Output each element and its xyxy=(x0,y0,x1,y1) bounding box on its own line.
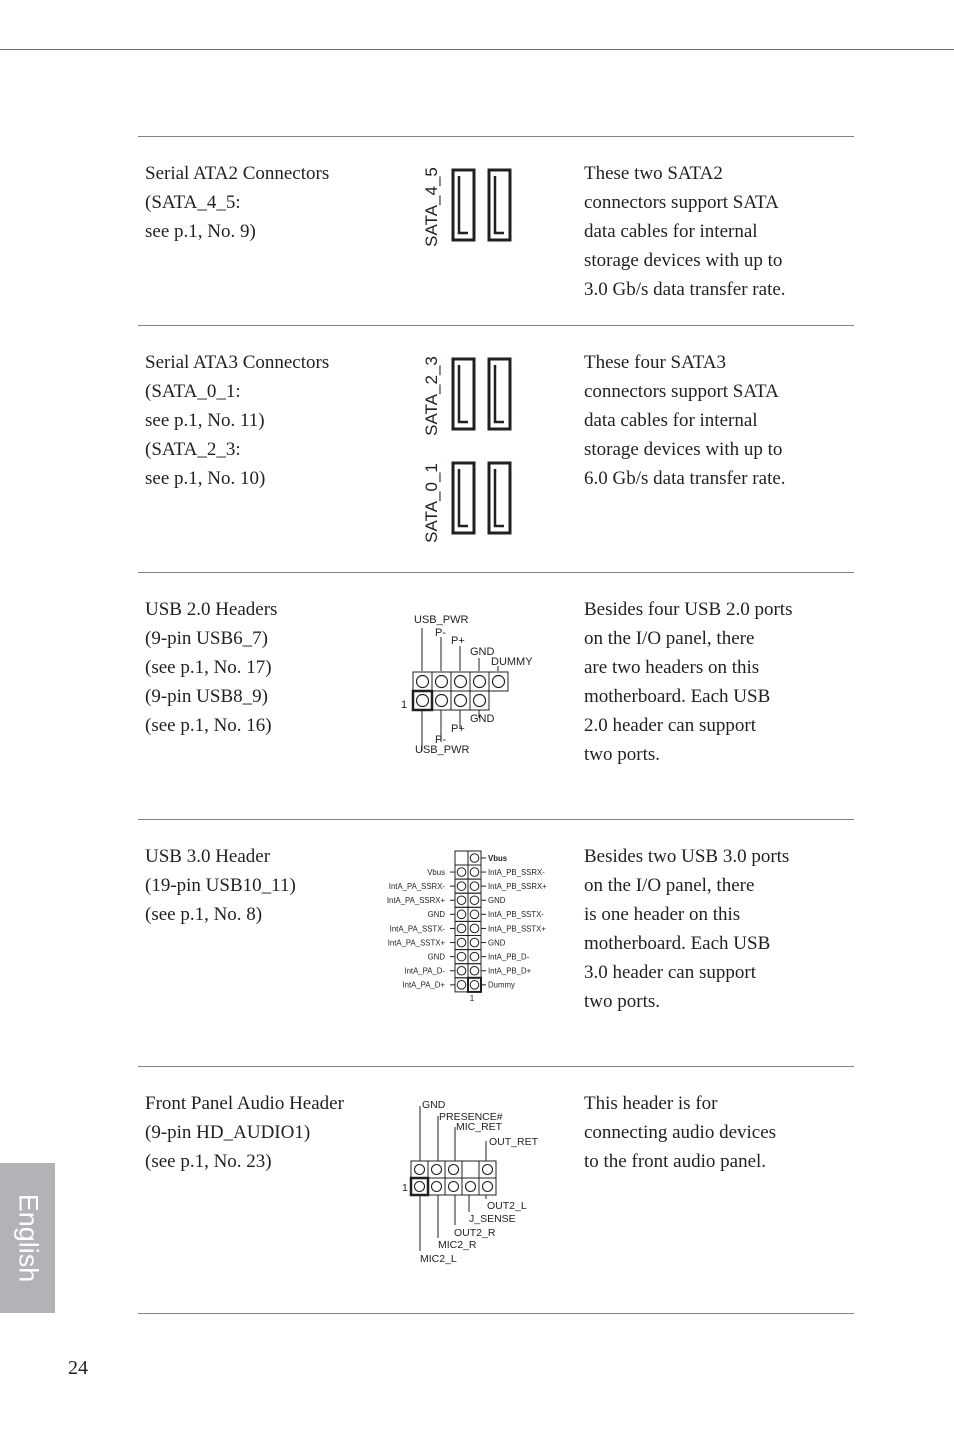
section-audio xyxy=(138,1067,854,1313)
pin xyxy=(457,966,466,975)
text-line: USB 3.0 Header xyxy=(145,846,271,867)
text-line: (SATA_0_1: xyxy=(145,381,241,402)
pin xyxy=(470,882,479,891)
text-line: These four SATA3 xyxy=(584,352,727,373)
pin-label-out-ret: OUT_RET xyxy=(489,1136,539,1148)
text-line: connectors support SATA xyxy=(584,381,779,402)
sata-connector xyxy=(489,170,510,240)
pin-label: GND xyxy=(488,938,506,948)
connector-description xyxy=(584,595,834,769)
pin xyxy=(470,981,479,990)
page-number: 24 xyxy=(68,1357,88,1379)
sata3-diagram xyxy=(416,351,516,551)
pin-label: IntA_PA_D- xyxy=(404,966,445,976)
pin-label-mic2-r: MIC2_R xyxy=(438,1239,477,1251)
connector-name xyxy=(145,842,385,929)
pin-label: Vbus xyxy=(488,853,508,863)
text-line: data cables for internal xyxy=(584,221,758,242)
text-line: see p.1, No. 10) xyxy=(145,468,266,489)
pin-label-p-plus: P+ xyxy=(451,723,465,735)
pin-label: IntA_PA_SSRX- xyxy=(388,881,445,891)
text-line: see p.1, No. 11) xyxy=(145,410,265,431)
pin-label-p-minus: P- xyxy=(435,627,446,639)
header-rule xyxy=(0,49,954,50)
text-line: Front Panel Audio Header xyxy=(145,1093,344,1114)
text-line: (9-pin USB8_9) xyxy=(145,686,268,707)
connector-name xyxy=(145,1089,385,1176)
pin-label-j-sense: J_SENSE xyxy=(469,1213,516,1225)
section-usb2 xyxy=(138,573,854,819)
pin xyxy=(470,952,479,961)
text-line: two ports. xyxy=(584,744,660,765)
pin-label: Vbus xyxy=(427,867,445,877)
sata-label-bottom: SATA_0_1 xyxy=(422,463,441,543)
pin-label: IntA_PB_SSTX+ xyxy=(488,924,546,934)
separator xyxy=(138,1313,854,1314)
pin-label: IntA_PB_D- xyxy=(488,952,530,962)
sata-connector xyxy=(453,170,474,240)
pin-one-marker: 1 xyxy=(402,1182,408,1194)
pin-one-marker: 1 xyxy=(469,994,475,1003)
text-line: (see p.1, No. 17) xyxy=(145,657,272,678)
pin xyxy=(470,868,479,877)
sata-label-top: SATA_2_3 xyxy=(422,356,441,436)
usb2-header-diagram xyxy=(396,608,546,758)
pin-grid xyxy=(413,672,508,710)
right-pin-labels xyxy=(488,854,547,990)
pin-label-presence: PRESENCE# xyxy=(439,1111,503,1123)
pin xyxy=(457,924,466,933)
text-line: Serial ATA3 Connectors xyxy=(145,352,330,373)
text-line: see p.1, No. 9) xyxy=(145,221,256,242)
text-line: two ports. xyxy=(584,991,660,1012)
pin-label-gnd: GND xyxy=(470,713,495,725)
pin-label: GND xyxy=(427,910,445,920)
text-line: 2.0 header can support xyxy=(584,715,756,736)
text-line: connectors support SATA xyxy=(584,192,779,213)
text-line: This header is for xyxy=(584,1093,718,1114)
pin-label: IntA_PB_SSRX- xyxy=(488,867,545,877)
pin-rows xyxy=(450,865,486,992)
text-line: (SATA_4_5: xyxy=(145,192,241,213)
sata-connector xyxy=(489,359,510,429)
pin-label: IntA_PB_D+ xyxy=(488,966,532,976)
pin xyxy=(470,966,479,975)
pin-label: GND xyxy=(427,952,445,962)
sata-label: SATA_4_5 xyxy=(422,167,441,247)
pin-label-out2-r: OUT2_R xyxy=(454,1227,496,1239)
sata-connector xyxy=(453,463,474,533)
text-line: are two headers on this xyxy=(584,657,760,678)
text-line: on the I/O panel, there xyxy=(584,628,755,649)
text-line: (9-pin USB6_7) xyxy=(145,628,268,649)
text-line: motherboard. Each USB xyxy=(584,933,771,954)
usb3-header-diagram xyxy=(378,848,568,1008)
sata-connector xyxy=(489,463,510,533)
text-line: Besides four USB 2.0 ports xyxy=(584,599,793,620)
pin-one-marker: 1 xyxy=(401,699,408,711)
pin-label-usb-pwr: USB_PWR xyxy=(415,744,470,756)
pin-label-p-plus: P+ xyxy=(451,635,465,647)
pin xyxy=(470,938,479,947)
text-line: (see p.1, No. 16) xyxy=(145,715,272,736)
connector-description xyxy=(584,159,834,304)
sata-connector xyxy=(453,359,474,429)
pin-label: IntA_PB_SSRX+ xyxy=(488,882,547,891)
pin-label: GND xyxy=(488,896,506,906)
text-line: to the front audio panel. xyxy=(584,1151,767,1172)
text-line: (9-pin HD_AUDIO1) xyxy=(145,1122,311,1143)
text-line: (see p.1, No. 8) xyxy=(145,904,263,925)
text-line: 6.0 Gb/s data transfer rate. xyxy=(584,468,786,489)
text-line: These two SATA2 xyxy=(584,163,723,184)
connector-description xyxy=(584,1089,834,1176)
pin-label-dummy: DUMMY xyxy=(491,656,533,668)
language-tab-label: English xyxy=(13,1193,44,1283)
pin xyxy=(470,924,479,933)
text-line: is one header on this xyxy=(584,904,741,925)
pin-label-gnd: GND xyxy=(422,1099,446,1111)
pin-label-mic2-l: MIC2_L xyxy=(420,1253,457,1265)
pin xyxy=(470,910,479,919)
pin-label-mic-ret: MIC_RET xyxy=(456,1121,503,1133)
text-line: 3.0 header can support xyxy=(584,962,756,983)
pin-label: IntA_PA_D+ xyxy=(402,980,445,990)
connector-name xyxy=(145,159,385,246)
pin-label-p-minus: P- xyxy=(435,734,446,746)
text-line: storage devices with up to xyxy=(584,439,783,460)
pin-grid xyxy=(411,1161,496,1195)
text-line: motherboard. Each USB xyxy=(584,686,771,707)
pin xyxy=(457,882,466,891)
connector-name xyxy=(145,348,385,493)
pin xyxy=(457,868,466,877)
text-line: connecting audio devices xyxy=(584,1122,777,1143)
pin xyxy=(470,896,479,905)
pin-grid xyxy=(455,851,486,865)
pin-label-out2-l: OUT2_L xyxy=(487,1200,527,1212)
pin-label: IntA_PB_SSTX- xyxy=(488,910,544,920)
text-line: storage devices with up to xyxy=(584,250,783,271)
section-sata2 xyxy=(138,137,854,325)
text-line: USB 2.0 Headers xyxy=(145,599,278,620)
text-line: Serial ATA2 Connectors xyxy=(145,163,330,184)
section-sata3 xyxy=(138,326,854,572)
pin xyxy=(457,910,466,919)
pin xyxy=(457,938,466,947)
pin-label-usb-pwr: USB_PWR xyxy=(414,614,469,626)
connector-name xyxy=(145,595,385,740)
text-line: Besides two USB 3.0 ports xyxy=(584,846,790,867)
pin-label: Dummy xyxy=(488,980,515,990)
text-line: 3.0 Gb/s data transfer rate. xyxy=(584,279,786,300)
language-tab xyxy=(0,1163,55,1313)
text-line: (see p.1, No. 23) xyxy=(145,1151,272,1172)
pin-label: IntA_PA_SSTX+ xyxy=(387,938,445,948)
pin-label: IntA_PA_SSRX+ xyxy=(386,896,445,906)
text-line: on the I/O panel, there xyxy=(584,875,755,896)
pin xyxy=(457,952,466,961)
pin-label-gnd: GND xyxy=(470,646,495,658)
section-usb3 xyxy=(138,820,854,1066)
connector-description xyxy=(584,842,834,1016)
pin xyxy=(457,896,466,905)
left-pin-labels xyxy=(387,868,446,990)
sata2-diagram xyxy=(416,162,516,252)
text-line: (19-pin USB10_11) xyxy=(145,875,296,896)
text-line: (SATA_2_3: xyxy=(145,439,241,460)
pin xyxy=(457,981,466,990)
audio-header-diagram xyxy=(396,1097,546,1269)
text-line: data cables for internal xyxy=(584,410,758,431)
pin-label: IntA_PA_SSTX- xyxy=(389,924,445,934)
connector-description xyxy=(584,348,834,493)
